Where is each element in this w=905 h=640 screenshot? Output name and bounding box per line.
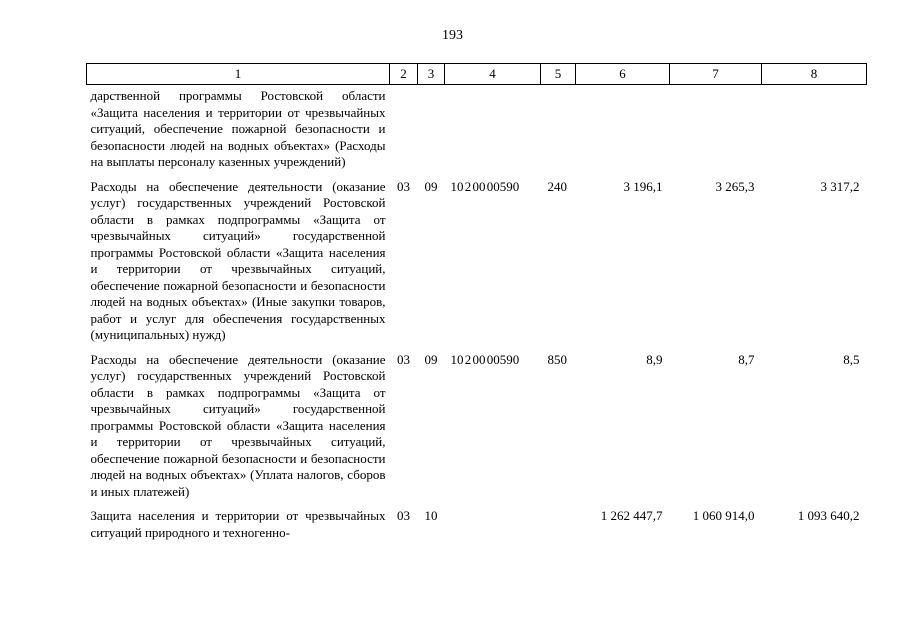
- row-amount-year-3: 3 317,2: [820, 178, 860, 194]
- row-description: Защита населения и территории от чрезвычайных ситуаций природного и техногенно-: [90, 508, 386, 540]
- row-section-code: [390, 85, 418, 176]
- row-amount-year-2: 1 060 914,0: [692, 508, 755, 523]
- budget-table: [86, 63, 867, 546]
- row-subsection-code: 10: [424, 508, 438, 523]
- header-col-1: 1: [87, 64, 390, 85]
- row-amount-year-3: [762, 85, 867, 176]
- header-col-2: 2: [390, 64, 418, 85]
- header-col-8: 8: [762, 64, 867, 85]
- row-expense-type: [541, 505, 576, 546]
- row-subsection-code: 09: [424, 178, 438, 194]
- row-amount-year-3: 8,5: [843, 351, 860, 367]
- row-description: Расходы на обеспечение деятельности (оказание услуг) государственных учреждений Ростовской области в рамках подпрограммы «Защита от чрезвычайных ситуаций» государственной программы Ростовской области «Защита населения и территории от чрезвычайных ситуаций, обеспечение пожарной безопасности и безопасности людей на водных объектах» (Иные закупки товаров, работ и услуг для обеспечения государственных (муниципальных) нужд): [90, 178, 386, 342]
- header-col-6: 6: [576, 64, 670, 85]
- row-amount-year-1: [576, 85, 670, 176]
- table-row: [87, 85, 867, 176]
- row-subsection-code: 09: [424, 351, 438, 367]
- row-amount-year-2: 8,7: [738, 351, 755, 367]
- table-row: [87, 349, 867, 506]
- row-expense-type: 850: [547, 351, 567, 367]
- row-amount-year-1: 1 262 447,7: [600, 508, 663, 523]
- row-section-code: 03: [397, 178, 410, 194]
- row-expense-type: [541, 85, 576, 176]
- header-col-3: 3: [418, 64, 445, 85]
- row-section-code: 03: [397, 508, 410, 523]
- header-col-7: 7: [670, 64, 762, 85]
- table-header: [87, 64, 867, 85]
- header-row: [87, 64, 867, 85]
- row-amount-year-2: [670, 85, 762, 176]
- row-description: дарственной программы Ростовской области «Защита населения и территории от чрезвычайных ситуаций, обеспечение пожарной безопасности и безопасности людей на водных объектах» (Расходы на выплаты персоналу казенных учреждений): [90, 88, 386, 169]
- row-subsection-code: [418, 85, 445, 176]
- row-amount-year-2: 3 265,3: [715, 178, 755, 194]
- row-amount-year-1: 8,9: [646, 351, 663, 367]
- page-number: 193: [442, 28, 463, 43]
- table-row: [87, 505, 867, 546]
- row-target-article: [445, 505, 541, 546]
- row-target-article: 10 2 00 00590: [450, 351, 520, 367]
- row-expense-type: 240: [547, 178, 567, 194]
- row-amount-year-3: 1 093 640,2: [797, 508, 860, 523]
- table-row: [87, 176, 867, 349]
- row-amount-year-1: 3 196,1: [623, 178, 663, 194]
- row-description: Расходы на обеспечение деятельности (оказание услуг) государственных учреждений Ростовской области в рамках подпрограммы «Защита от чрезвычайных ситуаций» государственной программы Ростовской области «Защита населения и территории от чрезвычайных ситуаций, обеспечение пожарной безопасности и безопасности людей на водных объектах» (Уплата налогов, сборов и иных платежей): [90, 351, 386, 499]
- row-section-code: 03: [397, 351, 410, 367]
- header-col-5: 5: [541, 64, 576, 85]
- row-target-article: 10 2 00 00590: [450, 178, 520, 194]
- header-col-4: 4: [445, 64, 541, 85]
- table-body: [87, 85, 867, 547]
- row-target-article: [445, 85, 541, 176]
